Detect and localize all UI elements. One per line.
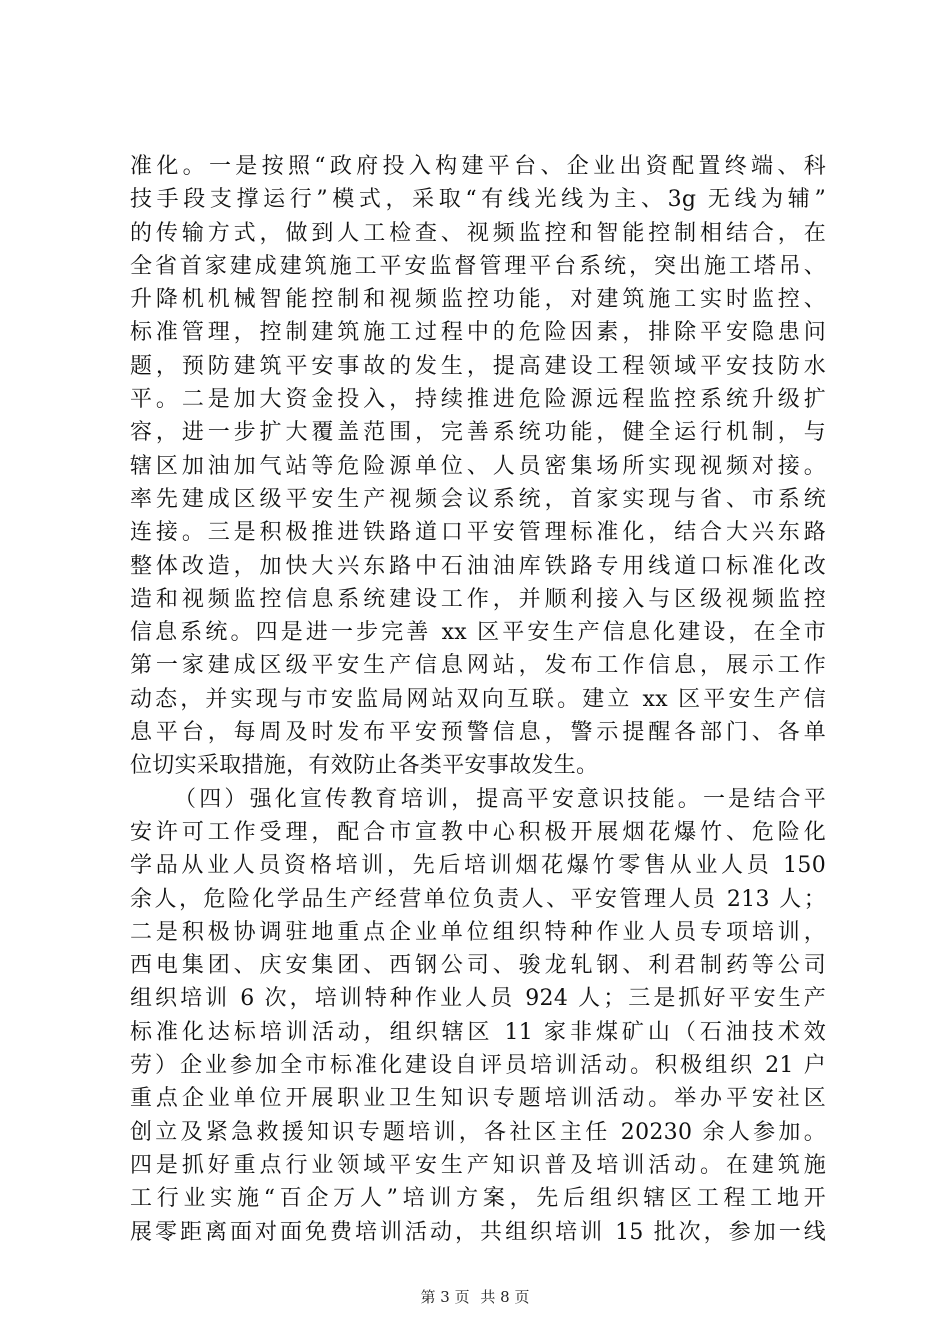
text-line: 创立及紧急救援知识专题培训，各社区主任 20230 余人参加。: [130, 1119, 826, 1145]
text-line: 展零距离面对面免费培训活动，共组织培训 15 批次，参加一线: [130, 1219, 826, 1245]
text-line: 余人，危险化学品生产经营单位负责人、平安管理人员 213 人；: [130, 886, 826, 912]
document-body: [130, 150, 826, 1249]
text-line: 辖区加油加气站等危险源单位、人员密集场所实现视频对接。: [130, 453, 826, 479]
text-line: 第一家建成区级平安生产信息网站，发布工作信息，展示工作: [130, 653, 826, 679]
text-line: 工行业实施“百企万人”培训方案，先后组织辖区工程工地开: [130, 1186, 826, 1212]
text-line: 动态，并实现与市安监局网站双向互联。建立 xx 区平安生产信: [130, 686, 826, 712]
text-line: 组织培训 6 次，培训特种作业人员 924 人；三是抓好平安生产: [130, 986, 826, 1012]
text-line: 息平台，每周及时发布平安预警信息，警示提醒各部门、各单: [130, 720, 826, 746]
text-line: 位切实采取措施，有效防止各类平安事故发生。: [130, 753, 599, 779]
section-heading-line: （四）强化宣传教育培训，提高平安意识技能。一是结合平: [174, 786, 826, 812]
text-line: 连接。三是积极推进铁路道口平安管理标准化，结合大兴东路: [130, 520, 826, 546]
text-line: 标准化达标培训活动，组织辖区 11 家非煤矿山（石油技术效: [130, 1019, 826, 1045]
text-line: 准化。一是按照“政府投入构建平台、企业出资配置终端、科: [130, 154, 826, 179]
text-line: 学品从业人员资格培训，先后培训烟花爆竹零售从业人员 150: [130, 853, 826, 879]
text-line: 题，预防建筑平安事故的发生，提高建设工程领域平安技防水: [130, 353, 826, 379]
text-line: 整体改造，加快大兴东路中石油油库铁路专用线道口标准化改: [130, 553, 826, 579]
text-line: 信息系统。四是进一步完善 xx 区平安生产信息化建设，在全市: [130, 620, 826, 646]
text-line: 全省首家建成建筑施工平安监督管理平台系统，突出施工塔吊、: [130, 253, 826, 279]
text-line: 容，进一步扩大覆盖范围，完善系统功能，健全运行机制，与: [130, 420, 826, 446]
page-number: 第 3 页: [420, 1288, 470, 1306]
text-line: 二是积极协调驻地重点企业单位组织特种作业人员专项培训，: [130, 919, 826, 945]
text-line: 四是抓好重点行业领域平安生产知识普及培训活动。在建筑施: [130, 1152, 826, 1178]
text-line: 率先建成区级平安生产视频会议系统，首家实现与省、市系统: [130, 486, 826, 512]
text-line: 技手段支撑运行”模式，采取“有线光线为主、3g 无线为辅”: [130, 187, 826, 213]
text-line: 劳）企业参加全市标准化建设自评员培训活动。积极组织 21 户: [130, 1053, 826, 1079]
text-line: 重点企业单位开展职业卫生知识专题培训活动。举办平安社区: [130, 1086, 826, 1112]
page-footer: [0, 1287, 950, 1307]
text-line: 安许可工作受理，配合市宣教中心积极开展烟花爆竹、危险化: [130, 819, 826, 845]
text-line: 的传输方式，做到人工检查、视频监控和智能控制相结合，在: [130, 220, 826, 246]
page-total: 共 8 页: [480, 1288, 530, 1306]
text-line: 升降机机械智能控制和视频监控功能，对建筑施工实时监控、: [130, 287, 826, 313]
text-line: 西电集团、庆安集团、西钢公司、骏龙轧钢、利君制药等公司: [130, 953, 826, 979]
text-line: 标准管理，控制建筑施工过程中的危险因素，排除平安隐患问: [130, 320, 826, 346]
text-line: 平。二是加大资金投入，持续推进危险源远程监控系统升级扩: [130, 387, 826, 413]
text-line: 造和视频监控信息系统建设工作，并顺利接入与区级视频监控: [130, 586, 826, 612]
